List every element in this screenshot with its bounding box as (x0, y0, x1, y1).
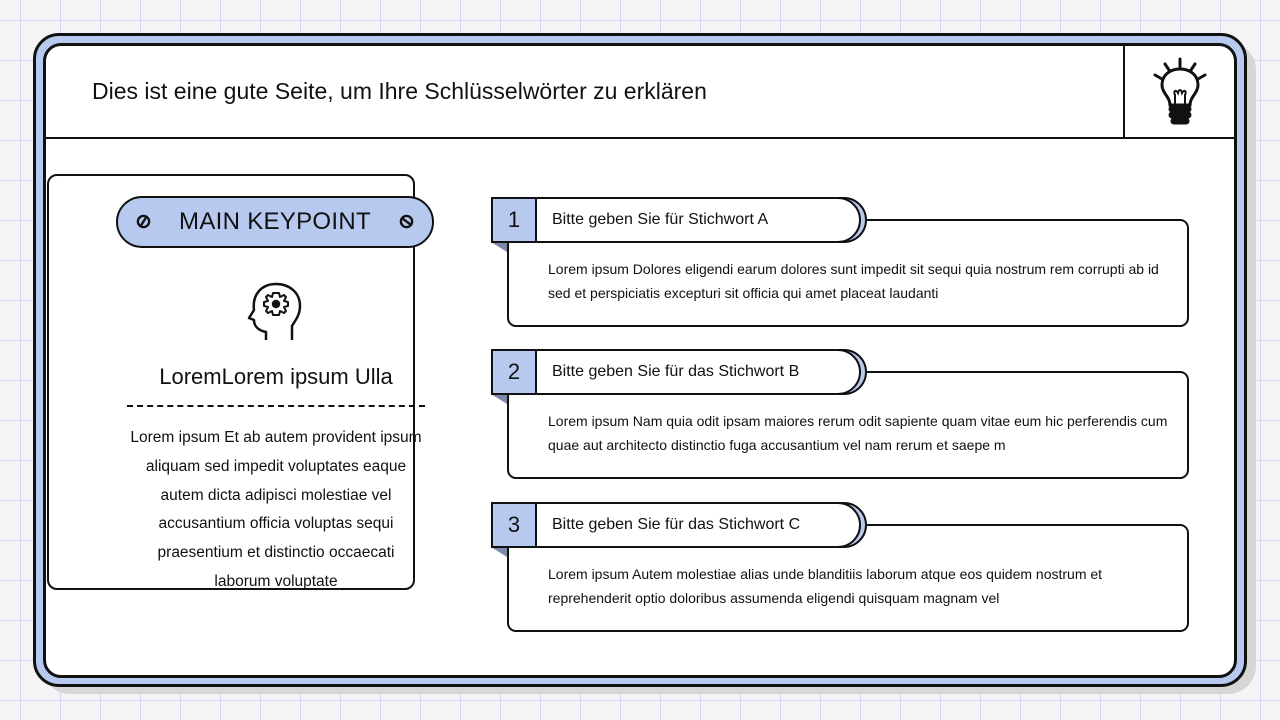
keyword-description: Lorem ipsum Autem molestiae alias unde blanditiis laborum atque eos quidem nostrum et reprehenderit optio doloribus assumenda eligendi quisquam magnam vel (548, 566, 1103, 606)
ribbon-fold (491, 394, 507, 404)
keyword-tab (491, 349, 861, 395)
page-title: Dies ist eine gute Seite, um Ihre Schlüsselwörter zu erklären (92, 78, 707, 104)
lightbulb-icon (1150, 55, 1210, 131)
dashed-divider (127, 405, 425, 407)
keyword-number: 2 (493, 351, 537, 393)
screw-icon (136, 214, 151, 229)
keyword-description: Lorem ipsum Nam quia odit ipsam maiores rerum odit sapiente quam vitae eum hic perferendis cum quae aut architecto distinctio fuga accusantium vel nam rerum et saepe m (548, 413, 1168, 453)
keyword-item-b (491, 349, 1191, 481)
header-icon-cell (1123, 46, 1234, 139)
keyword-title: Bitte geben Sie für Stichwort A (552, 211, 769, 228)
keyword-description: Lorem ipsum Dolores eligendi earum dolores sunt impedit sit sequi quia nostrum rem corrupti ab id sed et perspiciatis excepturi sit officia qui amet placeat laudanti (548, 261, 1159, 301)
main-keypoint-heading: LoremLorem ipsum Ulla (159, 364, 393, 389)
keyword-title: Bitte geben Sie für das Stichwort C (552, 516, 801, 533)
main-keypoint-body: Lorem ipsum Et ab autem provident ipsum aliquam sed impedit voluptates eaque autem dicta adipisci molestiae vel accusantium officia voluptas sequi praesentium et distinctio occaecati laborum voluptate (130, 429, 422, 590)
keyword-title: Bitte geben Sie für das Stichwort B (552, 363, 800, 380)
keyword-number: 3 (493, 504, 537, 546)
keyword-tab (491, 197, 861, 243)
keyword-tab (491, 502, 861, 548)
screw-icon (399, 214, 414, 229)
head-gear-icon (246, 280, 304, 342)
keyword-item-a (491, 197, 1191, 329)
main-keypoint-label: MAIN KEYPOINT (179, 208, 371, 235)
header-bar (46, 46, 1234, 139)
keyword-item-c (491, 502, 1191, 634)
keyword-number: 1 (493, 199, 537, 241)
ribbon-fold (491, 242, 507, 252)
main-keypoint-badge (116, 196, 434, 248)
ribbon-fold (491, 547, 507, 557)
